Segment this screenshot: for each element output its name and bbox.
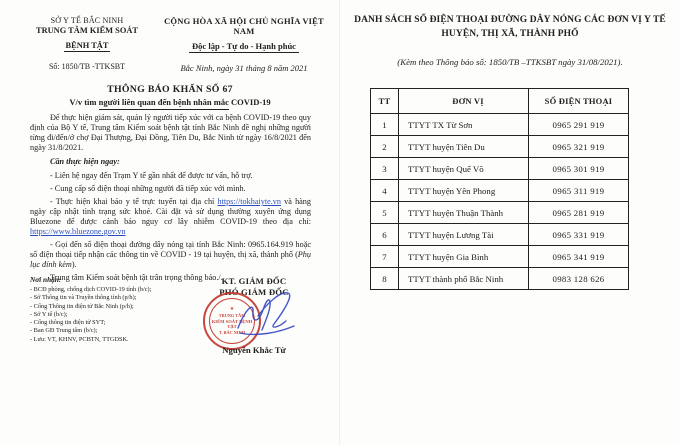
bullet-provide-numbers: - Cung cấp số điện thoại những người đã tiếp xúc với mình. (50, 184, 246, 193)
table-row (371, 202, 629, 224)
bullet3-text2: và hàng ngày cập nhật tình trạng sức khoẻ. Cài đặt và sử dụng thường xuyên ứng dụng Bluezone để được cảnh báo nguy cơ lây nhiễm COVID-19 theo địa chỉ: (30, 197, 311, 226)
instruction-heading: Cần thực hiện ngay: (50, 157, 120, 166)
subtitle-underlined: người liên quan đến bệnh nhân mắc (99, 97, 229, 110)
header-unit: ĐƠN VỊ (399, 89, 529, 114)
recipient-item: - Cổng Thông tin điện tử Bắc Ninh (p/h); (30, 302, 134, 310)
tokhaiyte-link: https://tokhaiyte.vn (217, 197, 281, 206)
bullet3-text1: - Thực hiện khai báo y tế trực tuyến tại địa chỉ (50, 197, 218, 206)
table-row (371, 158, 629, 180)
row-index-cell: 1 (371, 114, 399, 136)
unit-name-cell: TTYT thành phố Bắc Ninh (399, 268, 529, 290)
recipient-item: - Sở Y tế (b/c); (30, 310, 68, 318)
row-index-cell: 4 (371, 180, 399, 202)
recipients-heading: Nơi nhận: (30, 275, 62, 284)
seal-text-3: T. BẮC NINH (218, 330, 246, 335)
row-index-cell: 5 (371, 202, 399, 224)
subtitle-suffix: COVID-19 (228, 97, 271, 107)
phone-number-cell: 0965 321 919 (529, 136, 629, 158)
signer-name: Nguyễn Khắc Từ (222, 345, 286, 355)
bluezone-link: https://www.bluezone.gov.vn (30, 227, 126, 236)
unit-name-cell: TTYT huyện Tiên Du (399, 136, 529, 158)
appendix-page (340, 0, 680, 445)
table-row (371, 268, 629, 290)
bullet4-text1: - Gọi đến số điện thoại đường dây nóng tại tỉnh Bắc Ninh: 0965.164.919 hoặc số điện thoại tiếp nhận các thông tin về COVID - 19 tại huyện, thị xã, thành phố ( (30, 240, 311, 259)
closing-line: Trung tâm Kiểm soát bệnh tật trân trọng thông báo./. (50, 273, 223, 282)
phone-number-cell: 0965 301 919 (529, 158, 629, 180)
header-phone: SỐ ĐIỆN THOẠI (529, 89, 629, 114)
national-motto-block (160, 16, 328, 73)
signature-title-1: KT. GIÁM ĐỐC (221, 276, 287, 286)
document-number: Số: 1850/TB -TTKSBT (48, 62, 125, 71)
unit-name-cell: TTYT huyện Thuận Thành (399, 202, 529, 224)
table-row (371, 136, 629, 158)
phone-number-cell: 0965 341 919 (529, 246, 629, 268)
seal-star-icon: ★ (229, 307, 235, 312)
unit-name-cell: TTYT huyện Lương Tài (399, 224, 529, 246)
hotline-table-head (371, 89, 629, 114)
unit-name-cell: TTYT huyện Gia Bình (399, 246, 529, 268)
phone-number-cell: 0983 128 626 (529, 268, 629, 290)
unit-name-cell: TTYT huyện Yên Phong (399, 180, 529, 202)
row-index-cell: 3 (371, 158, 399, 180)
bullet-online-declaration (30, 197, 311, 237)
row-index-cell: 7 (371, 246, 399, 268)
hotline-table (370, 88, 629, 290)
row-index-cell: 6 (371, 224, 399, 246)
document-header (14, 16, 328, 73)
row-index-cell: 8 (371, 268, 399, 290)
table-row (371, 114, 629, 136)
recipient-item: - BCĐ phòng, chống dịch COVID-19 tỉnh (b/c); (30, 286, 152, 293)
phone-number-cell: 0965 311 919 (529, 180, 629, 202)
subtitle-prefix: V/v tìm (69, 97, 99, 107)
signature-title-2: PHÓ GIÁM ĐỐC (219, 287, 289, 297)
table-row (371, 246, 629, 268)
phone-number-cell: 0965 281 919 (529, 202, 629, 224)
table-row (371, 224, 629, 246)
appendix-title-line1: DANH SÁCH SỐ ĐIỆN THOẠI ĐƯỜNG DÂY NÓNG CÁC ĐƠN VỊ Y TẾ (354, 15, 666, 25)
bullet4-attachment-note: Phụ lục đính kèm (30, 250, 311, 269)
header-index: TT (371, 89, 399, 114)
bullet-contact-station: - Liên hệ ngay đến Trạm Y tế gần nhất để được tư vấn, hỗ trợ. (50, 171, 253, 180)
recipient-item: - Sở Thông tin và Truyền thông tỉnh (p/h); (30, 294, 137, 302)
notice-body (30, 113, 311, 286)
seal-text-2: KIỂM SOÁT BỆNH TẬT (211, 319, 253, 329)
seal-text-1: TRUNG TÂM (218, 313, 246, 318)
notice-subtitle (0, 97, 340, 107)
recipients-list (30, 286, 178, 344)
lead-paragraph: Để thực hiện giám sát, quản lý người tiếp xúc với ca bệnh COVID-19 theo quy định của Bộ Y tế, Trung tâm Kiểm soát bệnh tật tỉnh Bắc Ninh đề nghị những người từng đi/đến/ở chợ Đại Thượng, Đại Đồng, Tiên Du, Bắc Ninh từ ngày 16/8/2021 đến ngày 31/8/2021. (30, 113, 311, 152)
header-row (371, 89, 629, 114)
row-index-cell: 2 (371, 136, 399, 158)
recipient-item: - Lưu: VT, KHNV, PCBTN, TTGDSK. (30, 335, 129, 343)
motto-line1: CỘNG HÒA XÃ HỘI CHỦ NGHĨA VIỆT NAM (164, 16, 324, 36)
recipients-block (30, 275, 178, 344)
org-name-line1: TRUNG TÂM KIỂM SOÁT (36, 26, 138, 35)
appendix-title-line2: HUYỆN, THỊ XÃ, THÀNH PHỐ (441, 28, 579, 39)
handwritten-signature (228, 284, 300, 342)
motto-line2: Độc lập - Tự do - Hạnh phúc (189, 41, 299, 53)
org-parent: SỞ Y TẾ BẮC NINH (50, 16, 124, 25)
recipient-item: - Cổng thông tin điện tử SYT; (30, 319, 106, 327)
phone-number-cell: 0965 291 919 (529, 114, 629, 136)
appendix-subtitle: (Kèm theo Thông báo số: 1850/TB –TTKSBT ngày 31/08/2021). (397, 57, 623, 67)
recipient-item: - Ban GĐ Trung tâm (b/c); (30, 327, 98, 335)
phone-number-cell: 0965 331 919 (529, 224, 629, 246)
place-date-line: Bắc Ninh, ngày 31 tháng 8 năm 2021 (180, 63, 308, 73)
notice-title-block (0, 84, 340, 107)
unit-name-cell: TTYT TX Từ Sơn (399, 114, 529, 136)
unit-name-cell: TTYT huyện Quế Võ (399, 158, 529, 180)
notice-title: THÔNG BÁO KHẨN SỐ 67 (107, 84, 233, 95)
bullet4-text2: ). (71, 260, 77, 269)
hotline-table-body (371, 114, 629, 290)
issuing-org-block (14, 16, 160, 73)
appendix-title (340, 14, 680, 41)
org-name-line2: BỆNH TẬT (65, 41, 109, 50)
table-row (371, 180, 629, 202)
bullet-hotline (30, 240, 311, 270)
